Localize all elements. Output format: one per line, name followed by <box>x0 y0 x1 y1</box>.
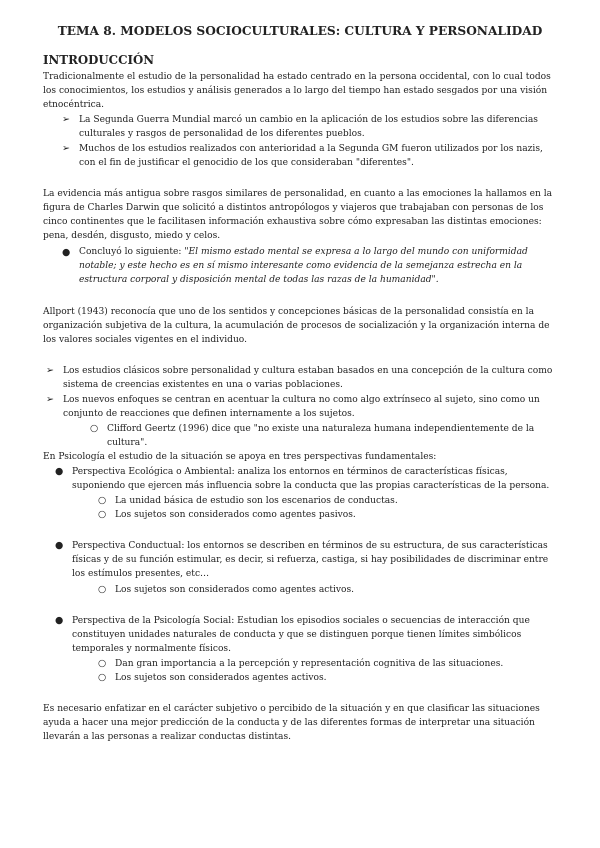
list-item: Los estudios clásicos sobre personalidad y cultura estaban basados en una concepción de la cultura como sistema de creencias existentes en una o varias poblaciones. <box>63 366 553 391</box>
sub-list-item: Los sujetos son considerados como agentes activos. <box>115 585 355 595</box>
list-item-darwin-conclusion <box>79 245 555 287</box>
arrow-bullet-icon: ➢ <box>46 365 54 376</box>
circle-bullet-icon: ○ <box>98 495 107 506</box>
bullet-icon: ● <box>55 615 64 626</box>
circle-bullet-icon: ○ <box>98 658 107 669</box>
list-item-geertz: Clifford Geertz (1996) dice que "no existe una naturaleza humana independientemente de la cultura". <box>107 424 535 449</box>
bullet-icon: ● <box>62 247 71 258</box>
circle-bullet-icon: ○ <box>98 672 107 683</box>
list-item: La Segunda Guerra Mundial marcó un cambio en la aplicación de los estudios sobre las diferencias culturales y rasgos de personalidad de los diferentes pueblos. <box>79 115 538 140</box>
list-item-perspectiva-ecologica: Perspectiva Ecológica o Ambiental: analiza los entornos en términos de características físicas, suponiendo que ejercen más influencia sobre la conducta que las propias características de la persona. <box>72 467 550 492</box>
list-item-perspectiva-conductual: Perspectiva Conductual: los entornos se describen en términos de su estructura, de sus características físicas y de su función estimular, es decir, si refuerza, castiga, si hay posibilidades de discriminar entre los estímulos presentes, etc… <box>72 541 549 580</box>
paragraph-intro: Tradicionalmente el estudio de la personalidad ha estado centrado en la persona occidental, con lo cual todos los conocimientos, los estudios y análisis generados a lo largo del tiempo han estado sesgados por una visión etnocéntrica. <box>43 72 551 111</box>
darwin-lead: Concluyó lo siguiente: <box>79 247 185 257</box>
arrow-bullet-icon: ➢ <box>46 394 54 405</box>
paragraph-allport: Allport (1943) reconocía que uno de los sentidos y concepciones básicas de la personalidad consistía en la organización subjetiva de la cultura, la acumulación de procesos de socialización y la organización interna de los valores sociales vigentes en el individuo. <box>43 307 550 346</box>
circle-bullet-icon: ○ <box>98 509 107 520</box>
circle-bullet-icon: ○ <box>90 423 99 434</box>
sub-list-item: Los sujetos son considerados como agentes pasivos. <box>115 510 356 520</box>
darwin-quote: "El mismo estado mental se expresa a lo largo del mundo con uniformidad notable; y este hecho es en sí mismo interesante como evidencia de la semejanza estrecha en la estructura corporal y disposición mental de todas las razas de la humanidad". <box>79 247 528 286</box>
paragraph-darwin: La evidencia más antigua sobre rasgos similares de personalidad, en cuanto a las emociones la hallamos en la figura de Charles Darwin que solicitó a distintos antropólogos y viajeros que trabajaban con personas de los cinco continentes que le facilitasen información exhaustiva sobre cómo expresaban las distintas emociones: pena, desdén, disgusto, miedo y celos. <box>43 189 553 242</box>
sub-list-item: Dan gran importancia a la percepción y representación cognitiva de las situaciones. <box>115 659 504 669</box>
page-title: TEMA 8. MODELOS SOCIOCULTURALES: CULTURA Y PERSONALIDAD <box>57 24 543 38</box>
section-heading-introduccion: INTRODUCCIÓN <box>43 53 155 67</box>
list-item-perspectiva-social: Perspectiva de la Psicología Social: Estudian los episodios sociales o secuencias de interacción que constituyen unidades naturales de conducta y que se distinguen porque tienen límites simbólicos temporales y normalmente físicos. <box>72 616 530 655</box>
arrow-bullet-icon: ➢ <box>62 114 70 125</box>
list-item: Los nuevos enfoques se centran en acentuar la cultura no como algo extrínseco al sujeto, sino como un conjunto de reacciones que definen internamente a los sujetos. <box>63 395 540 420</box>
sub-list-item: La unidad básica de estudio son los escenarios de conductas. <box>115 496 398 506</box>
circle-bullet-icon: ○ <box>98 584 107 595</box>
arrow-bullet-icon: ➢ <box>62 143 70 154</box>
sub-list-item: Los sujetos son considerados agentes activos. <box>115 673 327 683</box>
bullet-icon: ● <box>55 466 64 477</box>
paragraph-perspectivas: En Psicología el estudio de la situación se apoya en tres perspectivas fundamentales: <box>43 452 437 462</box>
list-item: Muchos de los estudios realizados con anterioridad a la Segunda GM fueron utilizados por los nazis, con el fin de justificar el genocidio de los que consideraban "diferentes". <box>79 144 543 169</box>
paragraph-conclusion: Es necesario enfatizar en el carácter subjetivo o percibido de la situación y en que clasificar las situaciones ayuda a hacer una mejor predicción de la conducta y de las diferentes formas de interpretar una situación llevarán a las personas a realizar conductas distintas. <box>43 704 540 743</box>
bullet-icon: ● <box>55 540 64 551</box>
